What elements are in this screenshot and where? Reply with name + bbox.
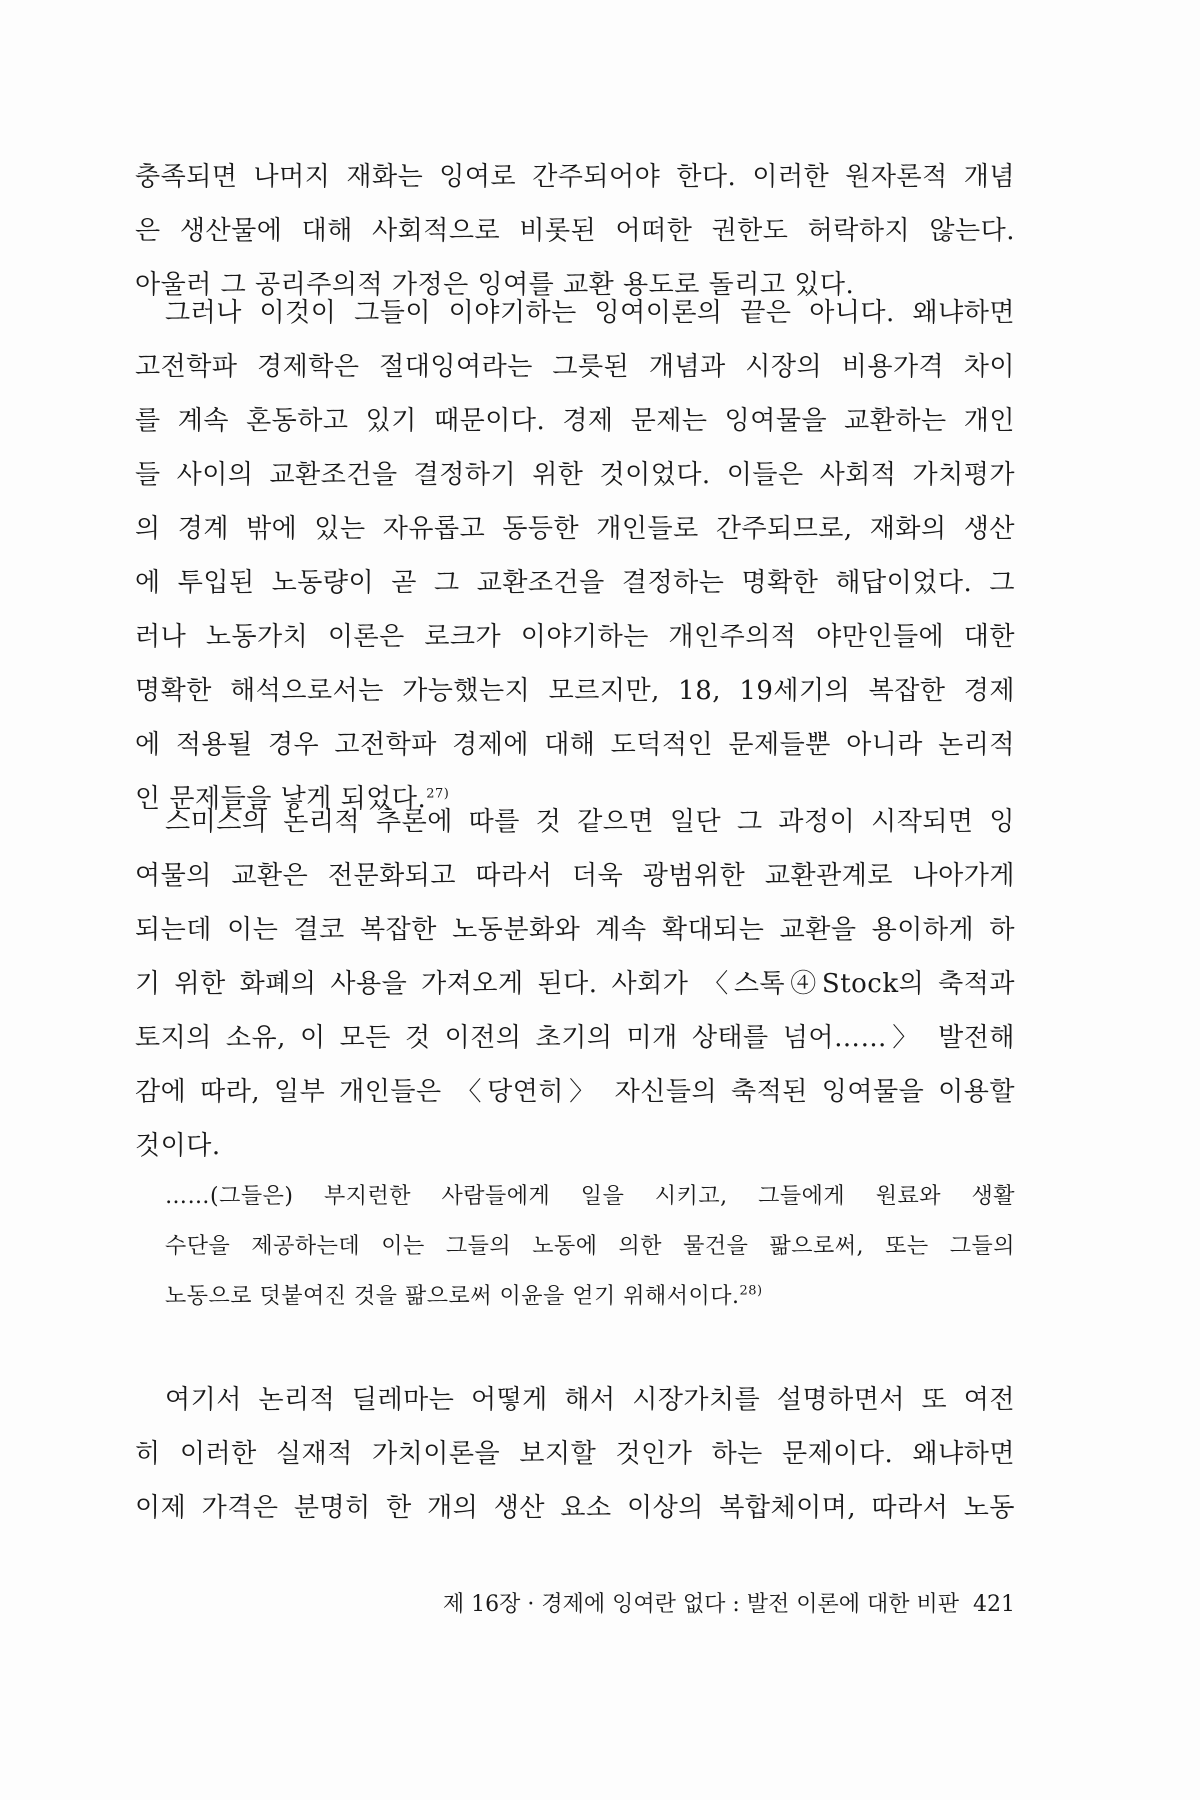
quote-line: ……(그들은) 부지런한 사람들에게 일을 시키고, 그들에게 원료와 생활 <box>165 1184 1015 1209</box>
text-line: 기 위한 화폐의 사용을 가져오게 된다. 사회가 〈스톡④Stock의 축적과 <box>135 969 1015 999</box>
footnote-marker: 27) <box>426 786 450 802</box>
text-line: 에 적용될 경우 고전학파 경제에 대해 도덕적인 문제들뿐 아니라 논리적 <box>135 730 1015 760</box>
paragraph-smith-reasoning <box>135 795 1015 1173</box>
text-line: 그러나 이것이 그들이 이야기하는 잉여이론의 끝은 아니다. 왜냐하면 <box>165 298 1015 328</box>
text-line: 에 투입된 노동량이 곧 그 교환조건을 결정하는 명확한 해답이었다. 그 <box>135 568 1015 598</box>
text-fragment: 인 문제들을 낳게 되었다. <box>135 784 427 814</box>
paragraph-logical-dilemma <box>135 1373 1015 1535</box>
text-line: 토지의 소유, 이 모든 것 이전의 초기의 미개 상태를 넘어……〉 발전해 <box>135 1023 1015 1053</box>
page-footer <box>135 1590 1015 1620</box>
text-line: 되는데 이는 결코 복잡한 노동분화와 계속 확대되는 교환을 용이하게 하 <box>135 915 1015 945</box>
text-line: 것이다. <box>135 1131 221 1161</box>
text-line: 고전학파 경제학은 절대잉여라는 그릇된 개념과 시장의 비용가격 차이 <box>135 352 1015 382</box>
text-line: 명확한 해석으로서는 가능했는지 모르지만, 18, 19세기의 복잡한 경제 <box>135 676 1015 706</box>
page-number: 421 <box>973 1592 1015 1617</box>
text-line: 감에 따라, 일부 개인들은 〈당연히〉 자신들의 축적된 잉여물을 이용할 <box>135 1077 1015 1107</box>
footnote-marker: 28) <box>739 1283 763 1299</box>
text-line: 은 생산물에 대해 사회적으로 비롯된 어떠한 권한도 허락하지 않는다. <box>135 216 1015 246</box>
text-line: 여기서 논리적 딜레마는 어떻게 해서 시장가치를 설명하면서 또 여전 <box>165 1385 1015 1415</box>
paragraph-surplus-theory <box>135 286 1015 826</box>
running-head: 제 16장 · 경제에 잉여란 없다 : 발전 이론에 대한 비판 <box>442 1592 959 1617</box>
text-line: 를 계속 혼동하고 있기 때문이다. 경제 문제는 잉여물을 교환하는 개인 <box>135 406 1015 436</box>
text-line: 여물의 교환은 전문화되고 따라서 더욱 광범위한 교환관계로 나아가게 <box>135 861 1015 891</box>
text-line: 들 사이의 교환조건을 결정하기 위한 것이었다. 이들은 사회적 가치평가 <box>135 460 1015 490</box>
text-line: 히 이러한 실재적 가치이론을 보지할 것인가 하는 문제이다. 왜냐하면 <box>135 1439 1015 1469</box>
quote-line: 수단을 제공하는데 이는 그들의 노동에 의한 물건을 팖으로써, 또는 그들의 <box>165 1234 1015 1259</box>
block-quote <box>165 1172 1015 1322</box>
text-line: 아울러 그 공리주의적 가정은 잉여를 교환 용도로 돌리고 있다. <box>135 270 855 300</box>
text-line: 스미스의 논리적 추론에 따를 것 같으면 일단 그 과정이 시작되면 잉 <box>165 807 1015 837</box>
text-line: 충족되면 나머지 재화는 잉여로 간주되어야 한다. 이러한 원자론적 개념 <box>135 162 1015 192</box>
text-line: 이제 가격은 분명히 한 개의 생산 요소 이상의 복합체이며, 따라서 노동 <box>135 1493 1015 1523</box>
quote-line <box>165 1272 1015 1322</box>
text-line: 러나 노동가치 이론은 로크가 이야기하는 개인주의적 야만인들에 대한 <box>135 622 1015 652</box>
text-line: 의 경계 밖에 있는 자유롭고 동등한 개인들로 간주되므로, 재화의 생산 <box>135 514 1015 544</box>
text-fragment: 노동으로 덧붙여진 것을 팖으로써 이윤을 얻기 위해서이다. <box>165 1284 740 1309</box>
